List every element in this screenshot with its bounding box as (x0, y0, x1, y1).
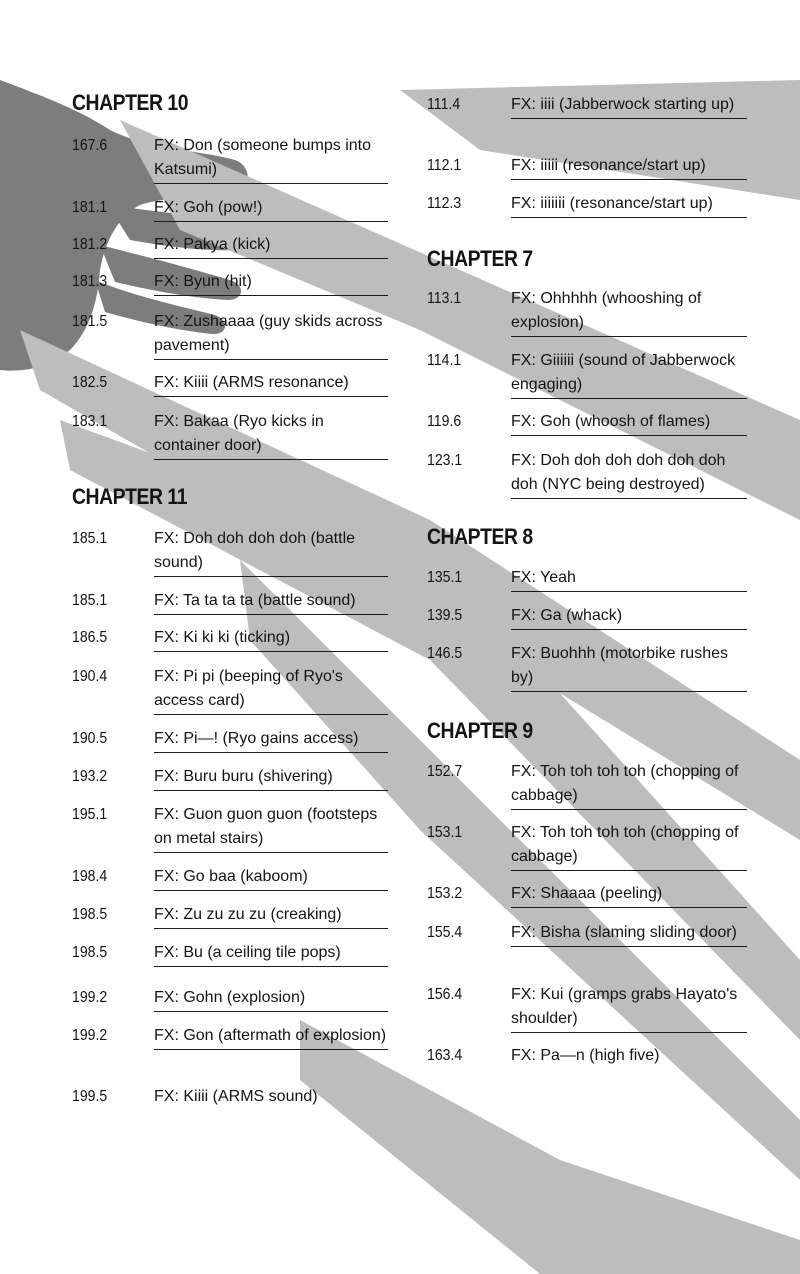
page-number: 119.6 (427, 413, 462, 430)
page-number: 195.1 (72, 806, 108, 823)
chapter-heading: CHAPTER 7 (427, 246, 533, 271)
page-number: 181.3 (72, 273, 108, 290)
page-number: 146.5 (427, 645, 463, 662)
page-number: 198.5 (72, 944, 108, 961)
fx-translation: FX: Don (someone bumps into Katsumi) (154, 134, 388, 184)
page-number: 199.2 (72, 989, 108, 1006)
page-number: 113.1 (427, 290, 462, 307)
fx-translation: FX: Byun (hit) (154, 270, 388, 296)
fx-translation: FX: Pi—! (Ryo gains access) (154, 727, 388, 753)
fx-translation: FX: iiiii (resonance/start up) (511, 154, 747, 180)
fx-translation: FX: Toh toh toh toh (chopping of cabbage) (511, 821, 747, 871)
page-number: 190.5 (72, 730, 108, 747)
fx-translation: FX: Pa—n (high five) (511, 1047, 660, 1064)
fx-translation: FX: Buru buru (shivering) (154, 765, 388, 791)
page-number: 199.5 (72, 1088, 108, 1105)
page-number: 193.2 (72, 768, 108, 785)
fx-translation: FX: Pakya (kick) (154, 233, 388, 259)
fx-translation: FX: Bakaa (Ryo kicks in container door) (154, 410, 388, 460)
page-number: 190.4 (72, 668, 108, 685)
fx-translation: FX: Zushaaaa (guy skids across pavement) (154, 310, 388, 360)
fx-translation: FX: Goh (whoosh of flames) (511, 410, 747, 436)
page-number: 153.1 (427, 824, 463, 841)
page-number: 199.2 (72, 1027, 108, 1044)
page-number: 155.4 (427, 924, 463, 941)
page-number: 114.1 (427, 352, 462, 369)
fx-translation: FX: Ta ta ta ta (battle sound) (154, 589, 388, 615)
fx-translation: FX: Doh doh doh doh doh doh doh (NYC being destroyed) (511, 449, 747, 499)
fx-translation: FX: Kiiii (ARMS sound) (154, 1088, 318, 1105)
page-number: 111.4 (427, 96, 461, 113)
fx-translation: FX: Bisha (slaming sliding door) (511, 921, 747, 947)
page-number: 139.5 (427, 607, 463, 624)
fx-translation: FX: Yeah (511, 566, 747, 592)
fx-translation: FX: Shaaaa (peeling) (511, 882, 747, 908)
fx-translation: FX: Doh doh doh doh (battle sound) (154, 527, 388, 577)
page-number: 167.6 (72, 137, 108, 154)
page-number: 153.2 (427, 885, 463, 902)
fx-translation: FX: Ki ki ki (ticking) (154, 626, 388, 652)
fx-translation: FX: Zu zu zu zu (creaking) (154, 903, 388, 929)
page-number: 183.1 (72, 413, 108, 430)
page-number: 163.4 (427, 1047, 463, 1064)
chapter-heading: CHAPTER 9 (427, 718, 533, 743)
page-number: 198.5 (72, 906, 108, 923)
chapter-heading: CHAPTER 8 (427, 524, 533, 549)
page-number: 186.5 (72, 629, 108, 646)
chapter-heading: CHAPTER 11 (72, 484, 188, 509)
fx-translation: FX: Kiiii (ARMS resonance) (154, 371, 388, 397)
fx-translation: FX: Buohhh (motorbike rushes by) (511, 642, 747, 692)
fx-translation: FX: Giiiiii (sound of Jabberwock engaging) (511, 349, 747, 399)
page-number: 182.5 (72, 374, 108, 391)
page-number: 112.1 (427, 157, 462, 174)
fx-translation: FX: Bu (a ceiling tile pops) (154, 941, 388, 967)
page-number: 185.1 (72, 530, 108, 547)
fx-translation: FX: Gohn (explosion) (154, 986, 388, 1012)
fx-translation: FX: Pi pi (beeping of Ryo's access card) (154, 665, 388, 715)
page-number: 198.4 (72, 868, 108, 885)
page-number: 112.3 (427, 195, 462, 212)
fx-translation: FX: Gon (aftermath of explosion) (154, 1024, 388, 1050)
page-number: 181.1 (72, 199, 108, 216)
fx-translation: FX: Toh toh toh toh (chopping of cabbage) (511, 760, 747, 810)
fx-translation: FX: iiiiiii (resonance/start up) (511, 192, 747, 218)
chapter-heading: CHAPTER 10 (72, 90, 189, 115)
fx-translation: FX: Ga (whack) (511, 604, 747, 630)
fx-translation: FX: Go baa (kaboom) (154, 865, 388, 891)
page-number: 152.7 (427, 763, 463, 780)
page-number: 156.4 (427, 986, 463, 1003)
fx-translation: FX: iiii (Jabberwock starting up) (511, 93, 747, 119)
fx-translation: FX: Kui (gramps grabs Hayato's shoulder) (511, 983, 747, 1033)
page-number: 123.1 (427, 452, 463, 469)
page-number: 181.2 (72, 236, 108, 253)
fx-translation: FX: Guon guon guon (footsteps on metal stairs) (154, 803, 388, 853)
page-number: 135.1 (427, 569, 463, 586)
page-number: 181.5 (72, 313, 108, 330)
fx-translation: FX: Ohhhhh (whooshing of explosion) (511, 287, 747, 337)
fx-translation: FX: Goh (pow!) (154, 196, 388, 222)
page-number: 185.1 (72, 592, 108, 609)
